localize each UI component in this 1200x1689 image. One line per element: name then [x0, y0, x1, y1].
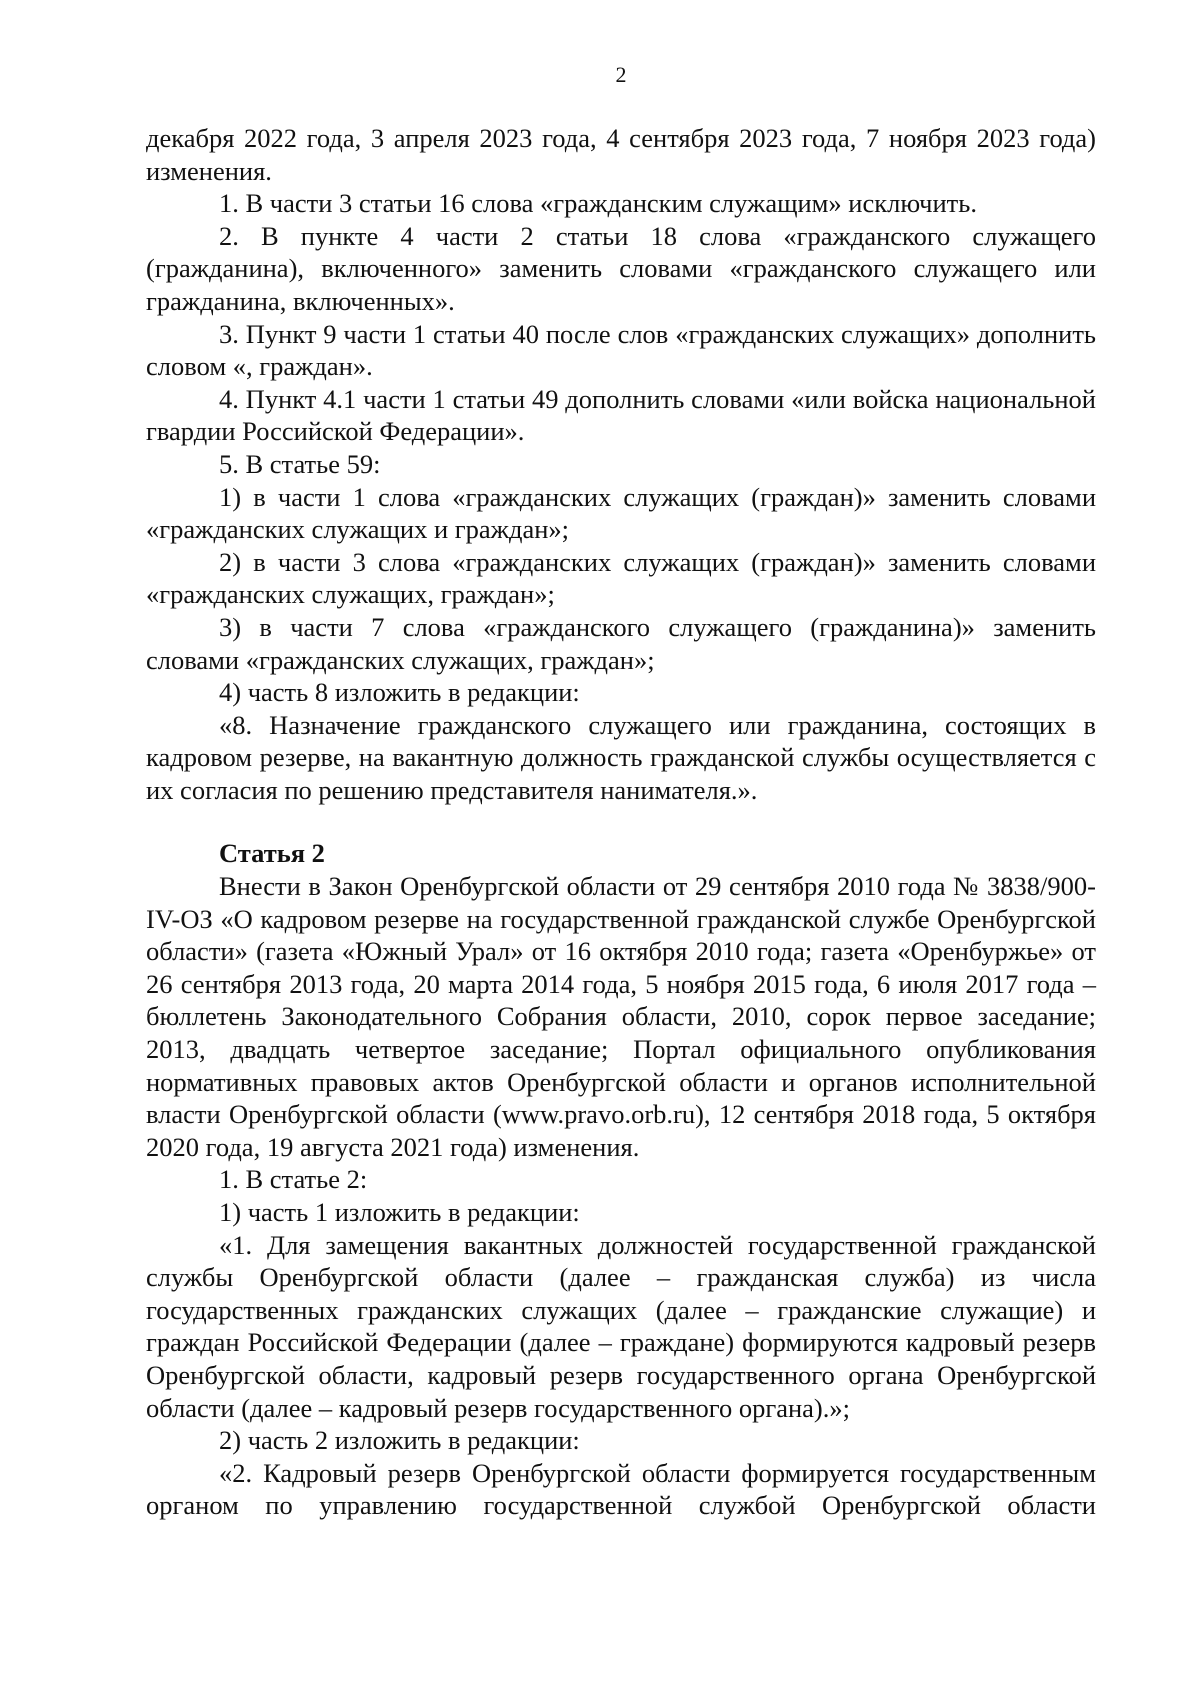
article-1-paragraph: 3) в части 7 слова «гражданского служащего (гражданина)» заменить словами «гражданских служащих, граждан»;	[146, 611, 1096, 675]
article-2-heading: Статья 2	[219, 838, 325, 869]
article-1-paragraph: 2) в части 3 слова «гражданских служащих (граждан)» заменить словами «гражданских служащих, граждан»;	[146, 546, 1096, 610]
article-1-paragraph: 4. Пункт 4.1 части 1 статьи 49 дополнить словами «или войска национальной гвардии Российской Федерации».	[146, 383, 1096, 447]
article-2-paragraph: 1. В статье 2:	[219, 1164, 368, 1195]
article-1-paragraph: 5. В статье 59:	[219, 448, 381, 479]
article-1-body	[146, 122, 1096, 806]
page-number: 2	[615, 62, 627, 87]
article-2-paragraph: 1) часть 1 изложить в редакции:	[219, 1197, 580, 1227]
section-gap	[146, 806, 1096, 837]
article-2-paragraph: Внести в Закон Оренбургской области от 29 сентября 2010 года № 3838/900-IV-ОЗ «О кадровом резерве на государственной гражданской службе Оренбургской области» (газета «Южный Урал» от 16 октября 2010 года; газета «Оренбуржье» от 26 сентября 2013 года, 20 марта 2014 года, 5 ноября 2015 года, 6 июля 2017 года – бюллетень Законодательного Собрания области, 2010, сорок первое заседание; 2013, двадцать четвертое заседание; Портал официального опубликования нормативных правовых актов Оренбургской области и органов исполнительной власти Оренбургской области (www.pravo.orb.ru), 12 сентября 2018 года, 5 октября 2020 года, 19 августа 2021 года) изменения.	[146, 871, 1096, 1162]
article-1-paragraph: декабря 2022 года, 3 апреля 2023 года, 4 сентября 2023 года, 7 ноября 2023 года) изменения.	[146, 123, 1096, 186]
article-2-body	[146, 870, 1096, 1522]
article-1-paragraph: 4) часть 8 изложить в редакции:	[219, 677, 580, 708]
document-page	[146, 60, 1096, 1522]
article-1-paragraph: 1. В части 3 статьи 16 слова «гражданским служащим» исключить.	[219, 188, 977, 219]
article-1-paragraph: 1) в части 1 слова «гражданских служащих (граждан)» заменить словами «гражданских служащих и граждан»;	[146, 481, 1096, 545]
article-1-paragraph: «8. Назначение гражданского служащего или гражданина, состоящих в кадровом резерве, на вакантную должность гражданской службы осуществляется с их согласия по решению представителя нанимателя.».	[146, 709, 1096, 805]
article-1-paragraph: 2. В пункте 4 части 2 статьи 18 слова «гражданского служащего (гражданина), включенного» заменить словами «гражданского служащего или гражданина, включенных».	[146, 220, 1096, 316]
article-2-paragraph: «2. Кадровый резерв Оренбургской области формируется государственным органом по управлению государственной службой Оренбургской области	[146, 1457, 1096, 1521]
article-2-paragraph: «1. Для замещения вакантных должностей государственной гражданской службы Оренбургской области (далее – гражданская служба) из числа государственных гражданских служащих (далее – гражданские служащие) и граждан Российской Федерации (далее – граждане) формируются кадровый резерв Оренбургской области, кадровый резерв государственного органа Оренбургской области (далее – кадровый резерв государственного органа).»;	[146, 1229, 1096, 1423]
article-2-paragraph: 2) часть 2 изложить в редакции:	[219, 1425, 580, 1456]
article-1-paragraph: 3. Пункт 9 части 1 статьи 40 после слов «гражданских служащих» дополнить словом «, граждан».	[146, 318, 1096, 382]
